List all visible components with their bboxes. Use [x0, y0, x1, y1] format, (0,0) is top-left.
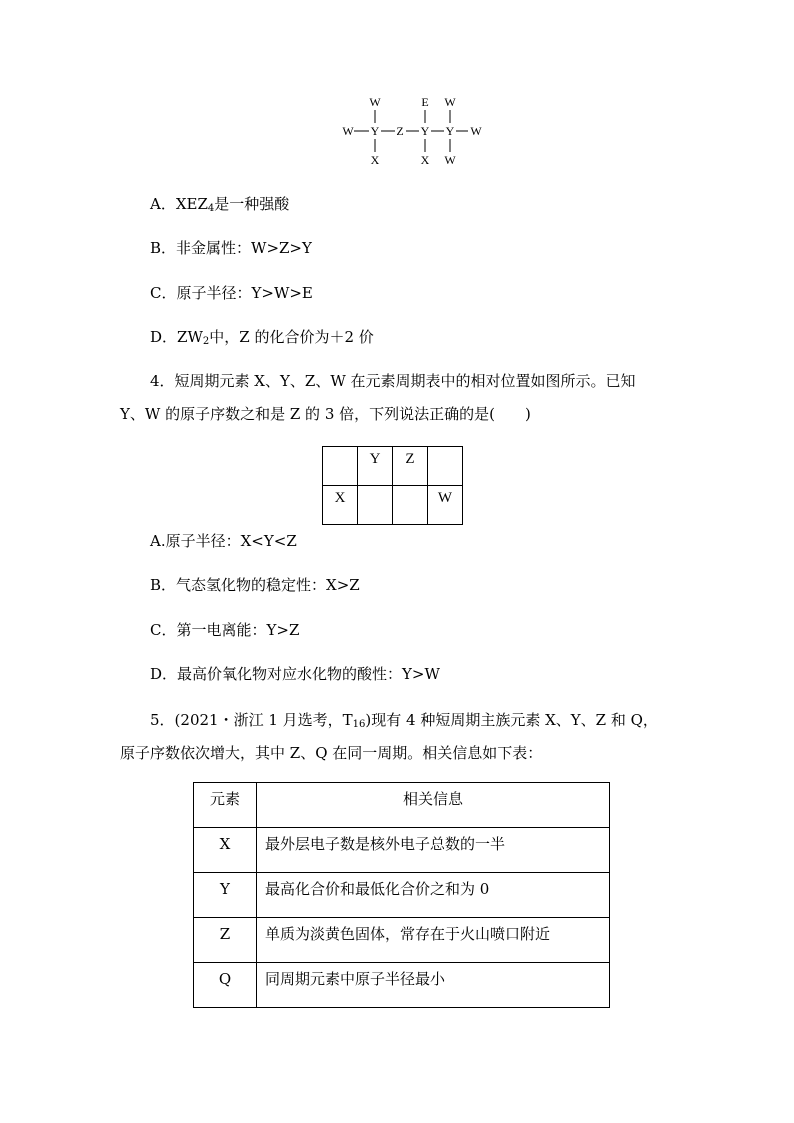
q5-stem-line1: 5．(2021・浙江 1 月选考，$T_{16}$)现有 4 种短周期主族元素 X、Y、Z 和 Q， [150, 711, 658, 730]
q3-option-c: C．原子半径：Y>W>E [150, 284, 313, 302]
header-info: 相关信息 [257, 783, 610, 828]
atom-mid-5: Y [445, 124, 455, 138]
q4-stem-line2: Y、W 的原子序数之和是 Z 的 3 倍，下列说法正确的是( ) [120, 405, 531, 423]
atom-top-1: W [369, 95, 381, 109]
table-row [194, 963, 610, 1008]
grid-cell [428, 447, 463, 486]
atom-bottom-1: X [370, 153, 380, 167]
info-cell: 最外层电子数是核外电子总数的一半 [257, 828, 610, 873]
grid-cell: Y [358, 447, 393, 486]
q4-stem-line1: 4．短周期元素 X、Y、Z、W 在元素周期表中的相对位置如图所示。已知 [150, 372, 636, 390]
atom-mid-4: Y [420, 124, 430, 138]
header-element: 元素 [194, 783, 257, 828]
atom-bottom-2: X [420, 153, 430, 167]
q5-stem-line2: 原子序数依次增大，其中 Z、Q 在同一周期。相关信息如下表： [120, 744, 543, 762]
atom-mid-6: W [470, 124, 482, 138]
atom-top-3: W [444, 95, 456, 109]
element-info-table [193, 782, 610, 1008]
periodic-position-grid [322, 446, 463, 525]
grid-cell [393, 486, 428, 525]
table-row [194, 828, 610, 873]
q3-option-a: A．$XEZ_4$是一种强酸 [150, 195, 290, 214]
info-cell: 同周期元素中原子半径最小 [257, 963, 610, 1008]
grid-cell: X [323, 486, 358, 525]
element-cell: Q [194, 963, 257, 1008]
q4-option-a: A.原子半径：X<Y<Z [150, 532, 297, 550]
table-header-row [194, 783, 610, 828]
q4-option-c: C．第一电离能：Y>Z [150, 621, 300, 639]
info-cell: 最高化合价和最低化合价之和为 0 [257, 873, 610, 918]
q4-option-d: D．最高价氧化物对应水化物的酸性：Y>W [150, 665, 440, 683]
element-cell: X [194, 828, 257, 873]
q4-option-b: B．气态氢化物的稳定性：X>Z [150, 576, 360, 594]
atom-mid-2: Y [370, 124, 380, 138]
structural-formula-diagram [336, 92, 496, 168]
grid-cell [323, 447, 358, 486]
grid-cell: Z [393, 447, 428, 486]
info-cell: 单质为淡黄色固体，常存在于火山喷口附近 [257, 918, 610, 963]
q3-option-d: D．$ZW_2$中，Z 的化合价为＋2 价 [150, 328, 374, 347]
atom-top-2: E [421, 95, 429, 109]
element-cell: Y [194, 873, 257, 918]
q3-option-b: B．非金属性：W>Z>Y [150, 239, 312, 257]
table-row [194, 918, 610, 963]
atom-mid-3: Z [396, 124, 404, 138]
element-cell: Z [194, 918, 257, 963]
grid-cell [358, 486, 393, 525]
atom-bottom-3: W [444, 153, 456, 167]
grid-cell: W [428, 486, 463, 525]
atom-mid-1: W [342, 124, 354, 138]
table-row [194, 873, 610, 918]
